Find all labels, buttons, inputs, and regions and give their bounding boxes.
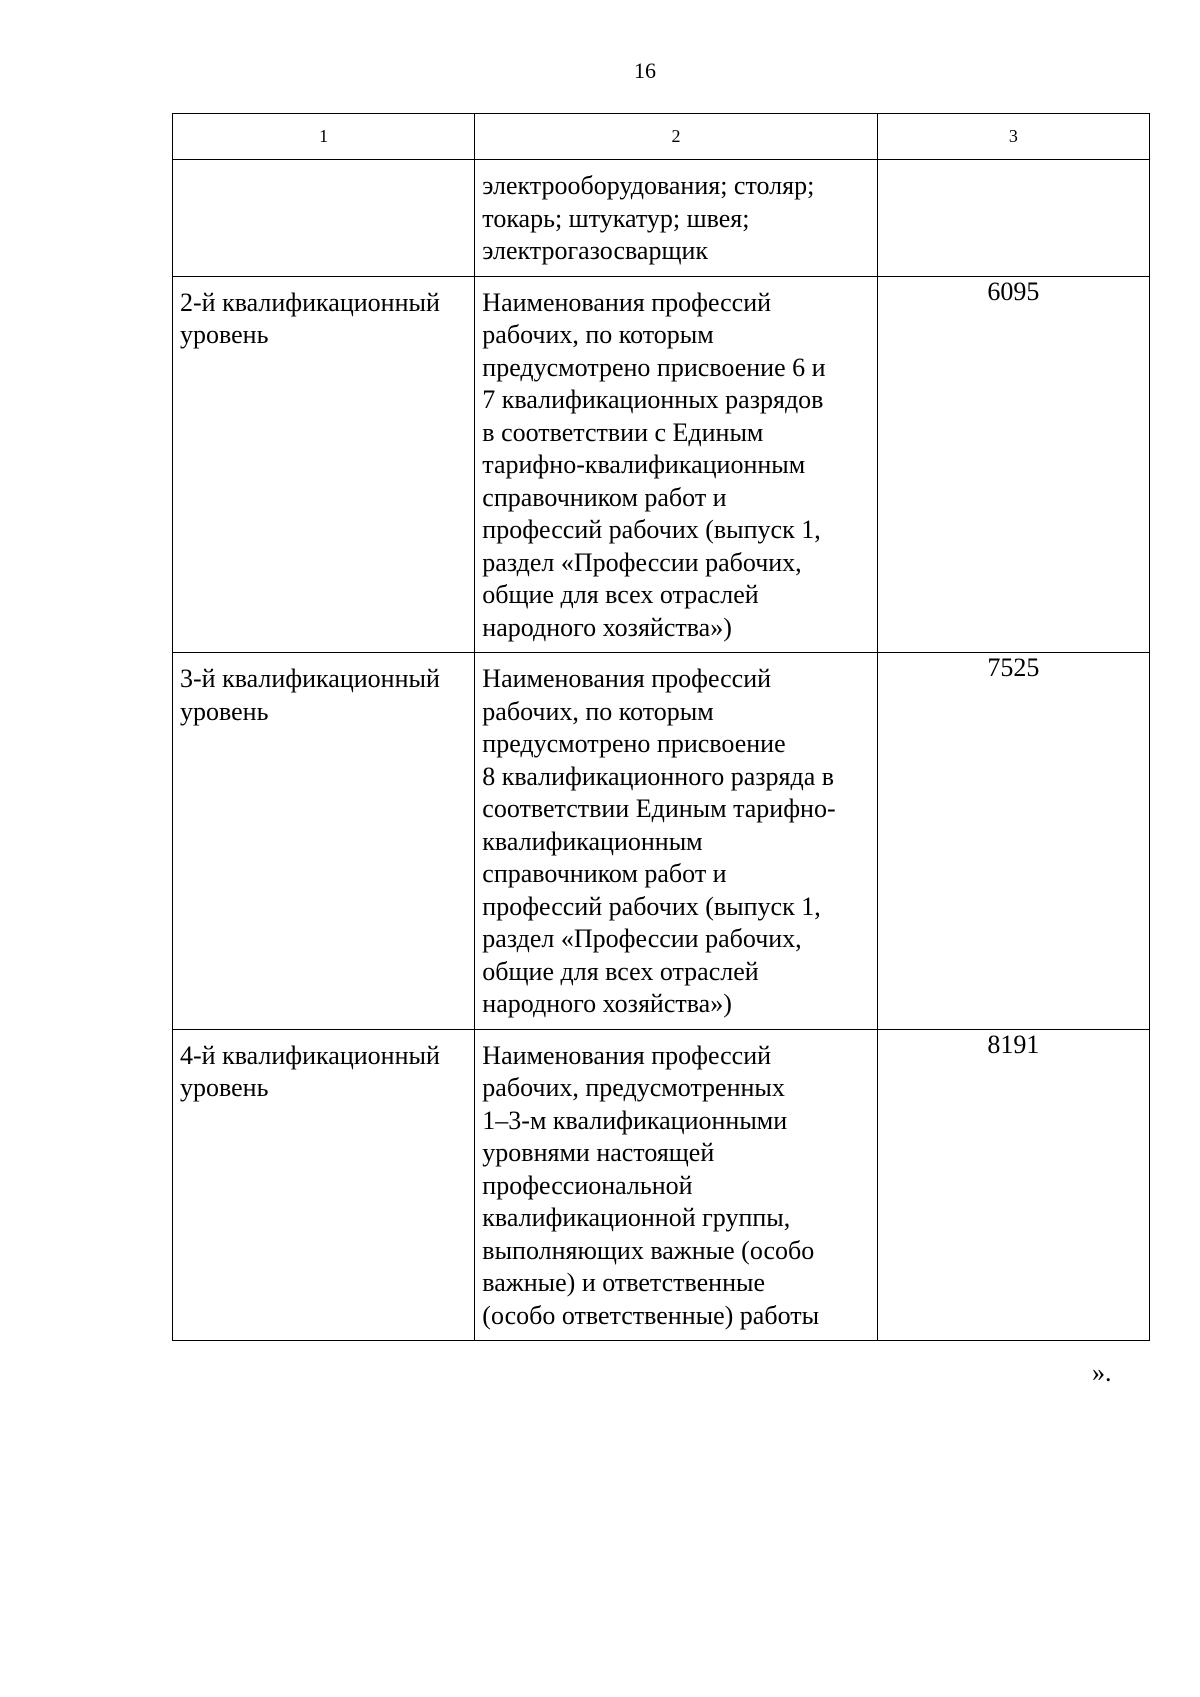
salary-value: 7525 (877, 653, 1149, 1030)
level-cell (173, 653, 475, 1030)
closing-quote-mark: ». (1092, 1358, 1112, 1387)
level-cell (173, 1029, 475, 1341)
professions-cell (475, 653, 877, 1030)
page-number: 16 (634, 58, 656, 83)
table-row (173, 653, 1150, 1030)
level-text (173, 160, 474, 178)
table-row (173, 1029, 1150, 1341)
level-text: 3-й квалификационный уровень (180, 664, 440, 726)
professions-text: электрооборудования; столяр; токарь; штукатур; швея; электрогазосварщик (482, 171, 815, 265)
professions-text: Наименования профессий рабочих, предусмотренных 1–3-м квалификационными уровнями настоящей профессиональной квалификационной группы, выполняющих важные (особо важные) и ответственные (особо ответственные) работы (482, 1040, 820, 1330)
table-row (173, 160, 1150, 277)
professions-text: Наименования профессий рабочих, по которым предусмотрено присвоение 6 и 7 квалификационных разрядов в соответствии с Единым тарифно-квалификационным справочником работ и профессий рабочих (выпуск 1, раздел «Профессии рабочих, общие для всех отраслей народного хозяйства») (482, 287, 826, 642)
table-row (173, 276, 1150, 653)
professions-cell (475, 1029, 877, 1341)
salary-value (877, 160, 1149, 277)
level-text: 4-й квалификационный уровень (180, 1040, 440, 1102)
level-text: 2-й квалификационный уровень (180, 287, 440, 349)
level-cell (173, 160, 475, 277)
salary-value: 6095 (877, 276, 1149, 653)
column-header-3: 3 (877, 114, 1149, 160)
table-header-row (173, 114, 1150, 160)
salary-table (172, 113, 1150, 1341)
professions-cell (475, 160, 877, 277)
professions-cell (475, 276, 877, 653)
level-cell (173, 276, 475, 653)
salary-value: 8191 (877, 1029, 1149, 1341)
column-header-1: 1 (173, 114, 475, 160)
professions-text: Наименования профессий рабочих, по которым предусмотрено присвоение 8 квалификационного разряда в соответствии Единым тарифно- квалификационным справочником работ и профессий рабочих (выпуск 1, раздел «Профессии рабочих, общие для всех отраслей народного хозяйства») (482, 664, 836, 1018)
column-header-2: 2 (475, 114, 877, 160)
